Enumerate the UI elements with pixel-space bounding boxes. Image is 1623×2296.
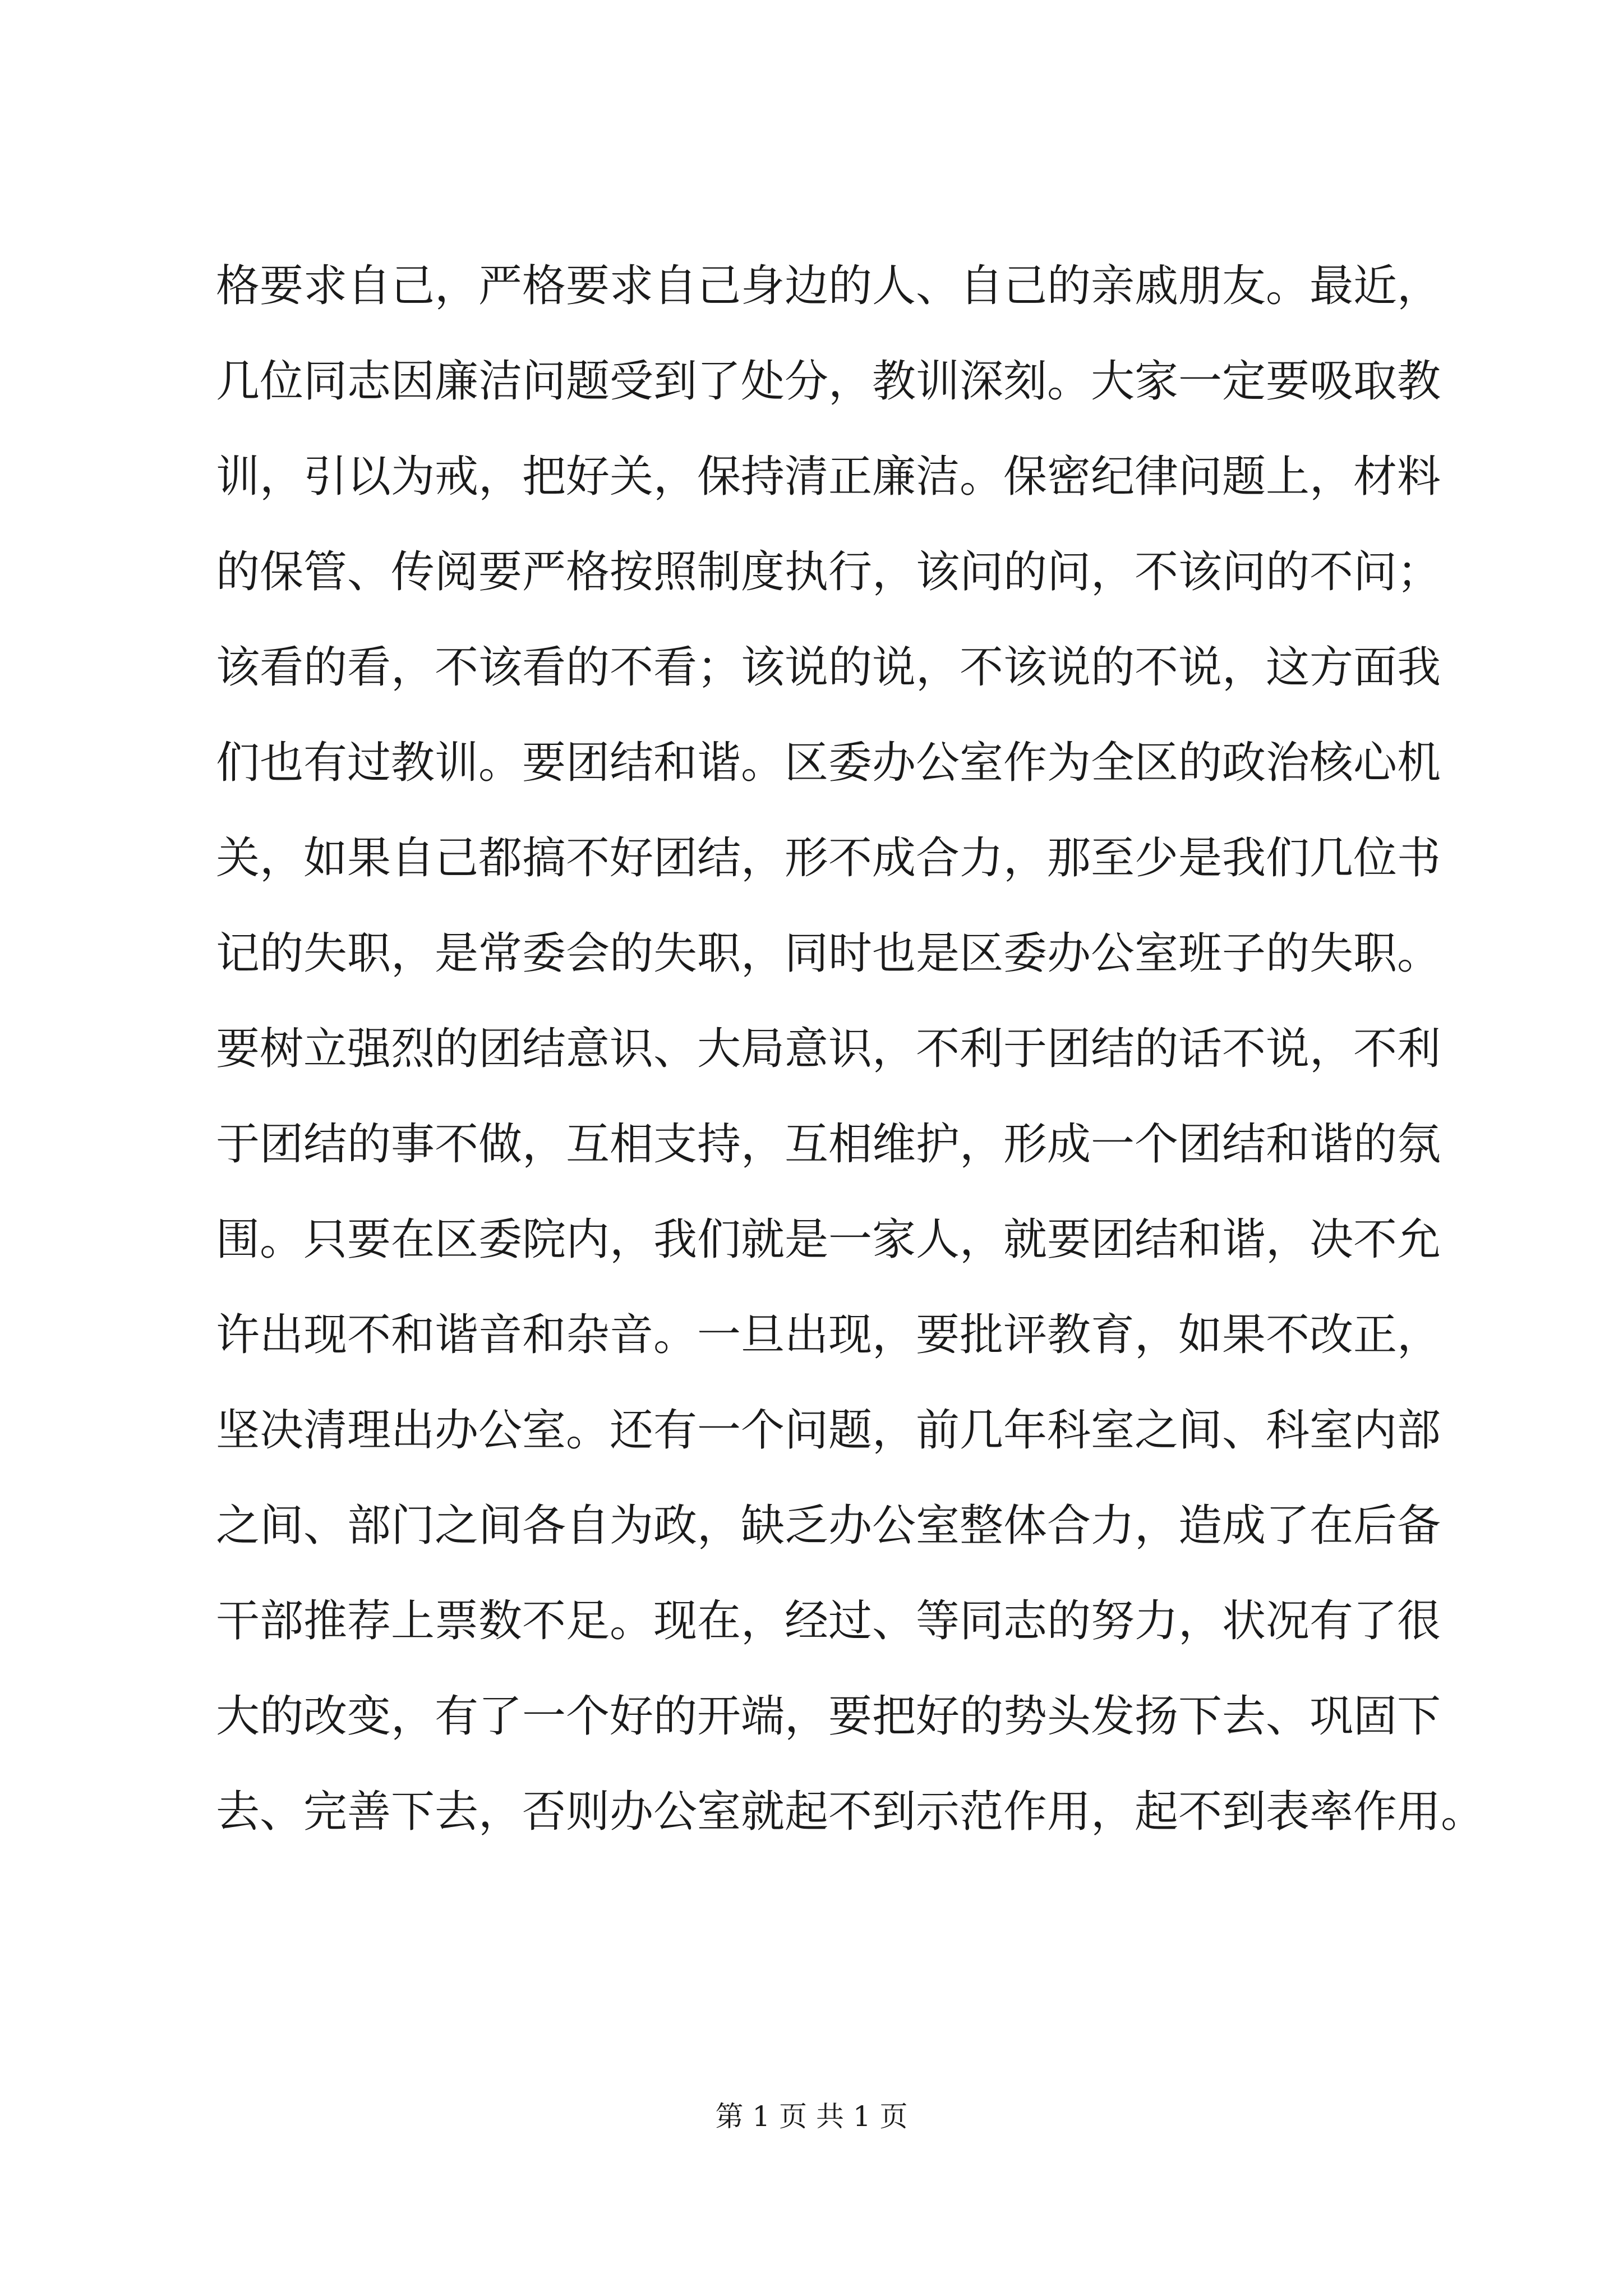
text-line: 之间、部门之间各自为政，缺乏办公室整体合力，造成了在后备 [216, 1501, 1441, 1551]
text-line: 记的失职，是常委会的失职，同时也是区委办公室班子的失职。 [216, 928, 1441, 979]
text-line: 于团结的事不做，互相支持，互相维护，形成一个团结和谐的氛 [216, 1119, 1441, 1170]
text-line: 几位同志因廉洁问题受到了处分，教训深刻。大家一定要吸取教 [216, 356, 1441, 407]
text-line: 们也有过教训。要团结和谐。区委办公室作为全区的政治核心机 [216, 738, 1441, 788]
body-text [216, 238, 1485, 1860]
text-line: 训，引以为戒，把好关，保持清正廉洁。保密纪律问题上，材料 [216, 452, 1441, 502]
text-line: 去、完善下去，否则办公室就起不到示范作用，起不到表率作用。 [216, 1787, 1485, 1837]
text-line: 围。只要在区委院内，我们就是一家人，就要团结和谐，决不允 [216, 1214, 1441, 1265]
text-line: 大的改变，有了一个好的开端，要把好的势头发扬下去、巩固下 [216, 1691, 1441, 1742]
text-line: 坚决清理出办公室。还有一个问题，前几年科室之间、科室内部 [216, 1405, 1441, 1456]
page-number-footer: 第 1 页 共 1 页 [715, 2100, 908, 2133]
text-line: 格要求自己，严格要求自己身边的人、自己的亲戚朋友。最近， [216, 261, 1441, 311]
text-line: 许出现不和谐音和杂音。一旦出现，要批评教育，如果不改正， [216, 1310, 1441, 1360]
text-line: 干部推荐上票数不足。现在，经过、等同志的努力，状况有了很 [216, 1596, 1441, 1646]
text-line: 该看的看，不该看的不看；该说的说，不该说的不说，这方面我 [216, 642, 1441, 693]
text-line: 要树立强烈的团结意识、大局意识，不利于团结的话不说，不利 [216, 1024, 1441, 1074]
text-line: 关，如果自己都搞不好团结，形不成合力，那至少是我们几位书 [216, 833, 1441, 884]
text-line: 的保管、传阅要严格按照制度执行，该问的问，不该问的不问； [216, 547, 1441, 597]
